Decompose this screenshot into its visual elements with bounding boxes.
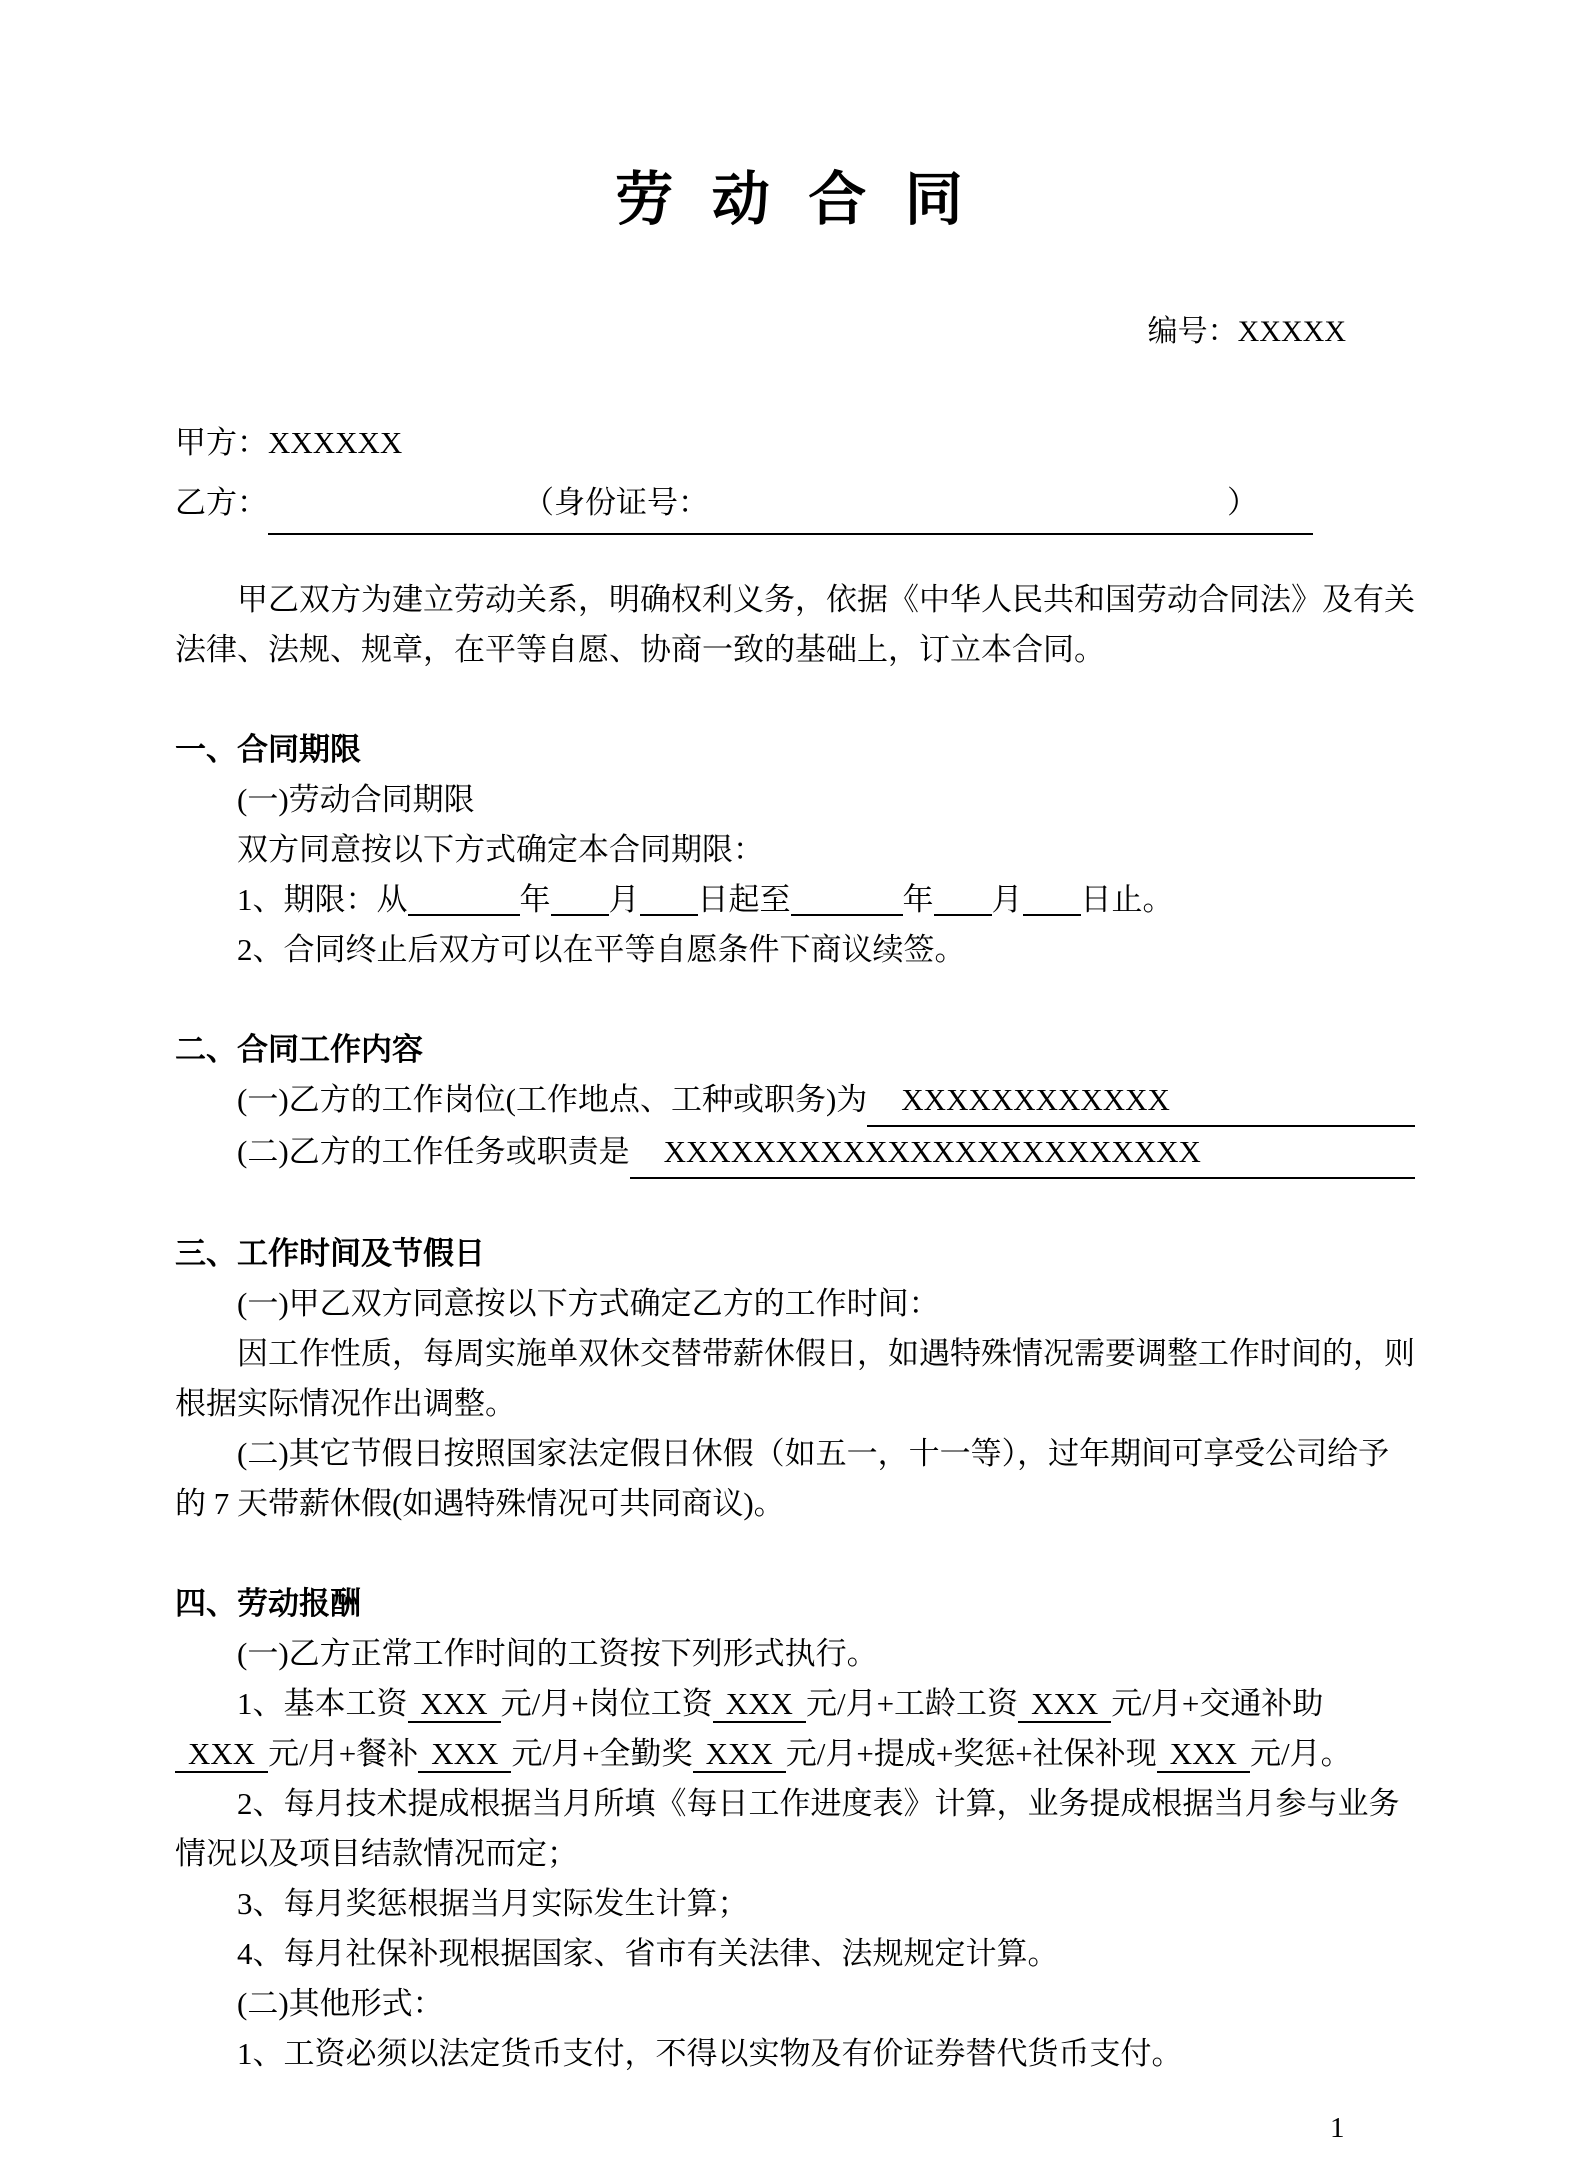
- end-year-blank: [791, 882, 903, 916]
- work-position-fill: XXXXXXXXXXXX: [867, 1075, 1415, 1127]
- section-4-heading: 四、劳动报酬: [175, 1586, 361, 1621]
- section-4-item-4: 4、每月社保补现根据国家、省市有关法律、法规规定计算。: [237, 1936, 1059, 1971]
- section-1-item-3: 2、合同终止后双方可以在平等自愿条件下商议续签。: [237, 932, 966, 967]
- party-b-label: 乙方：: [175, 485, 268, 520]
- day-label-1: 日起至: [697, 882, 791, 917]
- section-contract-term: [175, 725, 1415, 975]
- page-number: 1: [1330, 2112, 1345, 2144]
- work-duty-line: [175, 1127, 1415, 1179]
- salary-part-1: 1、基本工资: [237, 1686, 408, 1721]
- salary-part-3: 元/月+工龄工资: [805, 1686, 1019, 1721]
- document-number: 编号：XXXXX: [1147, 315, 1346, 348]
- social-insurance-fill: XXX: [1157, 1736, 1250, 1773]
- id-paren-close: ）: [1227, 485, 1258, 520]
- start-day-blank: [640, 882, 698, 916]
- id-number-label: （身份证号：: [523, 485, 709, 520]
- year-label-2: 年: [902, 882, 934, 917]
- section-3-item-3: (二)其它节假日按照国家法定假日休假（如五一，十一等），过年期间可享受公司给予的 7 天带薪休假(如遇特殊情况可共同商议)。: [175, 1436, 1390, 1521]
- section-work-hours: [175, 1229, 1415, 1529]
- end-month-blank: [934, 882, 992, 916]
- transport-allowance-fill: XXX: [175, 1736, 268, 1773]
- section-1-item-2: 双方同意按以下方式确定本合同期限：: [237, 832, 764, 867]
- salary-part-6: 元/月+全勤奖: [511, 1736, 693, 1771]
- salary-part-2: 元/月+岗位工资: [500, 1686, 713, 1721]
- section-4-item-6: 1、工资必须以法定货币支付，不得以实物及有价证券替代货币支付。: [237, 2036, 1183, 2071]
- work-position-label: (一)乙方的工作岗位(工作地点、工种或职务)为: [237, 1082, 868, 1117]
- party-b-underline: [268, 473, 1313, 535]
- term-from-label: 1、期限：从: [237, 882, 408, 917]
- section-4-item-5: (二)其他形式：: [237, 1986, 444, 2021]
- section-4-item-3: 3、每月奖惩根据当月实际发生计算；: [237, 1886, 749, 1921]
- month-label-1: 月: [608, 882, 640, 917]
- attendance-bonus-fill: XXX: [693, 1736, 786, 1773]
- salary-part-4: 元/月+交通补助: [1111, 1686, 1324, 1721]
- start-month-blank: [551, 882, 609, 916]
- section-3-item-1: (一)甲乙双方同意按以下方式确定乙方的工作时间：: [237, 1286, 940, 1321]
- work-duty-fill: XXXXXXXXXXXXXXXXXXXXXXXX: [630, 1127, 1415, 1179]
- term-dates-line: [175, 875, 1415, 925]
- intro-paragraph: 甲乙双方为建立劳动关系，明确权利义务，依据《中华人民共和国劳动合同法》及有关法律、法规、规章，在平等自愿、协商一致的基础上，订立本合同。: [175, 582, 1415, 667]
- start-year-blank: [408, 882, 520, 916]
- salary-breakdown-line: [175, 1679, 1415, 1779]
- end-day-blank: [1023, 882, 1081, 916]
- work-duty-label: (二)乙方的工作任务或职责是: [237, 1134, 630, 1169]
- work-position-line: [175, 1075, 1415, 1127]
- party-block: [175, 413, 1415, 535]
- salary-part-8: 元/月。: [1249, 1736, 1352, 1771]
- section-1-item-1: (一)劳动合同期限: [237, 782, 475, 817]
- base-salary-fill: XXX: [408, 1686, 501, 1723]
- month-label-2: 月: [991, 882, 1023, 917]
- section-work-content: [175, 1025, 1415, 1179]
- salary-part-7: 元/月+提成+奖惩+社保补现: [785, 1736, 1157, 1771]
- meal-allowance-fill: XXX: [418, 1736, 511, 1773]
- section-2-heading: 二、合同工作内容: [175, 1032, 423, 1067]
- section-1-heading: 一、合同期限: [175, 732, 361, 767]
- salary-part-5: 元/月+餐补: [268, 1736, 419, 1771]
- party-b-line: [175, 473, 1415, 535]
- party-a-line: 甲方：XXXXXX: [175, 425, 403, 460]
- document-title: 劳 动 合 同: [615, 167, 975, 232]
- year-label-1: 年: [519, 882, 551, 917]
- day-label-2: 日止。: [1080, 882, 1174, 917]
- section-4-item-1: (一)乙方正常工作时间的工资按下列形式执行。: [237, 1636, 878, 1671]
- post-salary-fill: XXX: [713, 1686, 806, 1723]
- section-3-item-2: 因工作性质，每周实施单双休交替带薪休假日，如遇特殊情况需要调整工作时间的，则根据实际情况作出调整。: [175, 1336, 1415, 1421]
- section-4-item-2: 2、每月技术提成根据当月所填《每日工作进度表》计算，业务提成根据当月参与业务情况以及项目结款情况而定；: [175, 1786, 1400, 1871]
- section-3-heading: 三、工作时间及节假日: [175, 1236, 485, 1271]
- section-remuneration: [175, 1579, 1415, 2079]
- seniority-salary-fill: XXX: [1018, 1686, 1111, 1723]
